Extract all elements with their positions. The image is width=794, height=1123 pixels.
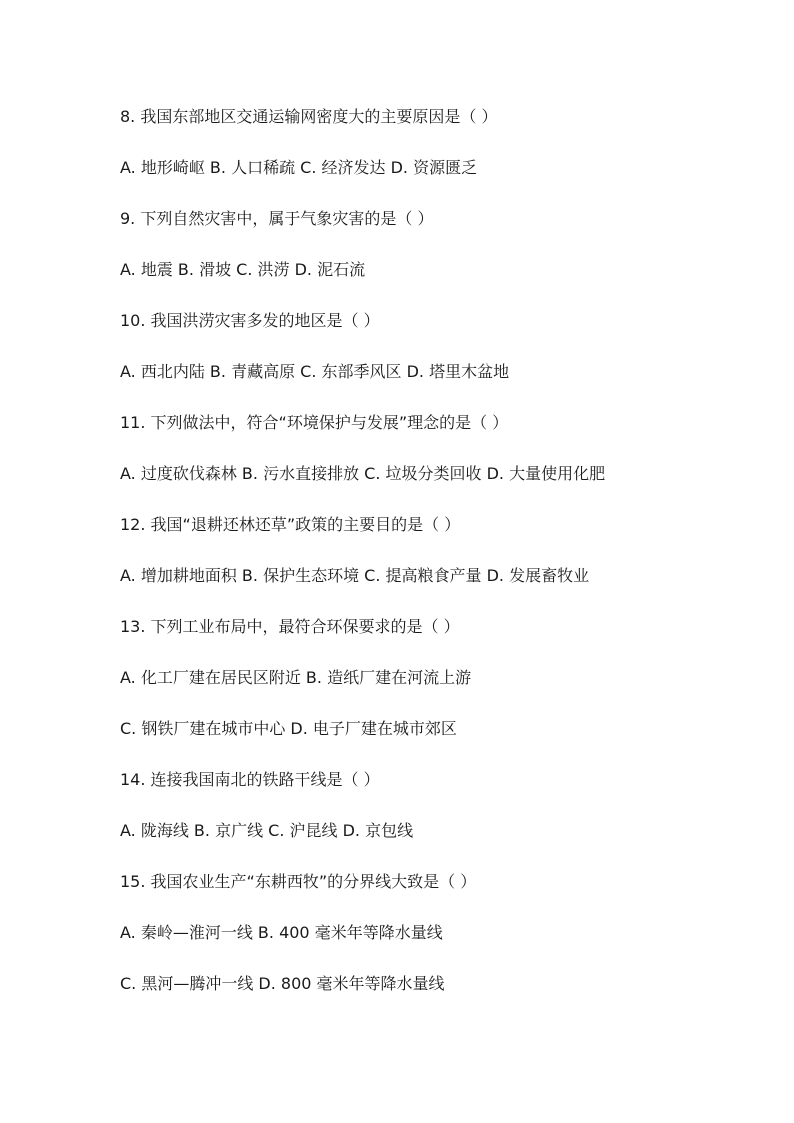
question-13-options-ab: A. 化工厂建在居民区附近 B. 造纸厂建在河流上游 — [120, 668, 472, 687]
question-12-options: A. 增加耕地面积 B. 保护生态环境 C. 提高粮食产量 D. 发展畜牧业 — [120, 566, 590, 585]
question-8-options: A. 地形崎岖 B. 人口稀疏 C. 经济发达 D. 资源匮乏 — [120, 158, 478, 177]
question-13: 13. 下列工业布局中，最符合环保要求的是（ ） — [120, 617, 460, 636]
question-9-options: A. 地震 B. 滑坡 C. 洪涝 D. 泥石流 — [120, 260, 366, 279]
question-8: 8. 我国东部地区交通运输网密度大的主要原因是（ ） — [120, 107, 498, 126]
question-15: 15. 我国农业生产“东耕西牧”的分界线大致是（ ） — [120, 872, 477, 891]
question-11: 11. 下列做法中，符合“环境保护与发展”理念的是（ ） — [120, 413, 509, 432]
question-10-options: A. 西北内陆 B. 青藏高原 C. 东部季风区 D. 塔里木盆地 — [120, 362, 510, 381]
question-14-options: A. 陇海线 B. 京广线 C. 沪昆线 D. 京包线 — [120, 821, 414, 840]
question-9: 9. 下列自然灾害中，属于气象灾害的是（ ） — [120, 209, 434, 228]
question-10: 10. 我国洪涝灾害多发的地区是（ ） — [120, 311, 380, 330]
question-13-options-cd: C. 钢铁厂建在城市中心 D. 电子厂建在城市郊区 — [120, 719, 457, 738]
question-14: 14. 连接我国南北的铁路干线是（ ） — [120, 770, 380, 789]
question-11-options: A. 过度砍伐森林 B. 污水直接排放 C. 垃圾分类回收 D. 大量使用化肥 — [120, 464, 606, 483]
question-12: 12. 我国“退耕还林还草”政策的主要目的是（ ） — [120, 515, 461, 534]
question-15-options-ab: A. 秦岭—淮河一线 B. 400 毫米年等降水量线 — [120, 923, 443, 942]
question-15-options-cd: C. 黑河—腾冲一线 D. 800 毫米年等降水量线 — [120, 974, 445, 993]
